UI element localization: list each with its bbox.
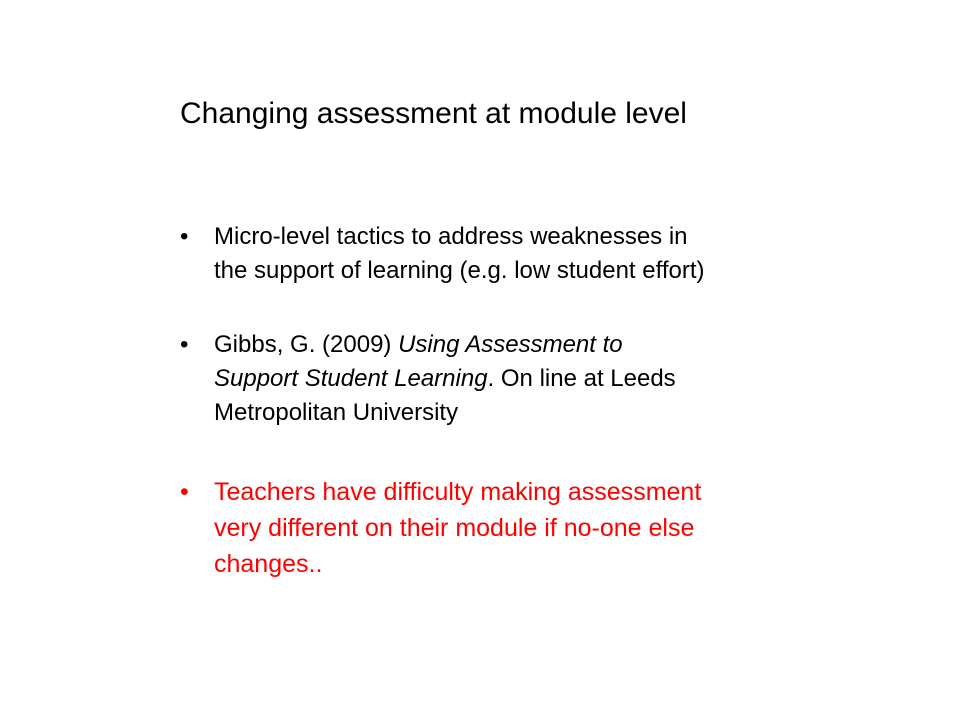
citation-source: . On line at Leeds bbox=[487, 365, 676, 392]
bullet-text-line: the support of learning (e.g. low student effort) bbox=[214, 257, 705, 284]
bullet-text-line: Metropolitan University bbox=[214, 399, 459, 426]
bullet-dot-icon: • bbox=[180, 223, 189, 250]
bullet-item-gibbs-reference bbox=[180, 328, 880, 430]
bullet-text-line bbox=[214, 328, 880, 362]
bullet-text-line: Micro-level tactics to address weaknesses in bbox=[214, 223, 688, 250]
bullet-item-teachers-difficulty bbox=[180, 474, 880, 582]
slide-title: Changing assessment at module level bbox=[180, 97, 687, 130]
citation-author: Gibbs, G. (2009) bbox=[214, 331, 399, 358]
bullet-text-line bbox=[214, 362, 880, 396]
bullet-dot-icon: • bbox=[180, 331, 189, 358]
citation-book-title-cont: Support Student Learning bbox=[214, 365, 488, 392]
bullet-text-line: very different on their module if no-one else bbox=[214, 514, 695, 542]
bullet-list bbox=[180, 220, 880, 582]
bullet-item-micro-level-tactics bbox=[180, 220, 880, 288]
bullet-text-line: Teachers have difficulty making assessment bbox=[214, 478, 702, 506]
bullet-text-line: changes.. bbox=[214, 550, 323, 578]
bullet-dot-icon: • bbox=[180, 478, 189, 506]
citation-book-title: Using Assessment to bbox=[398, 331, 623, 358]
